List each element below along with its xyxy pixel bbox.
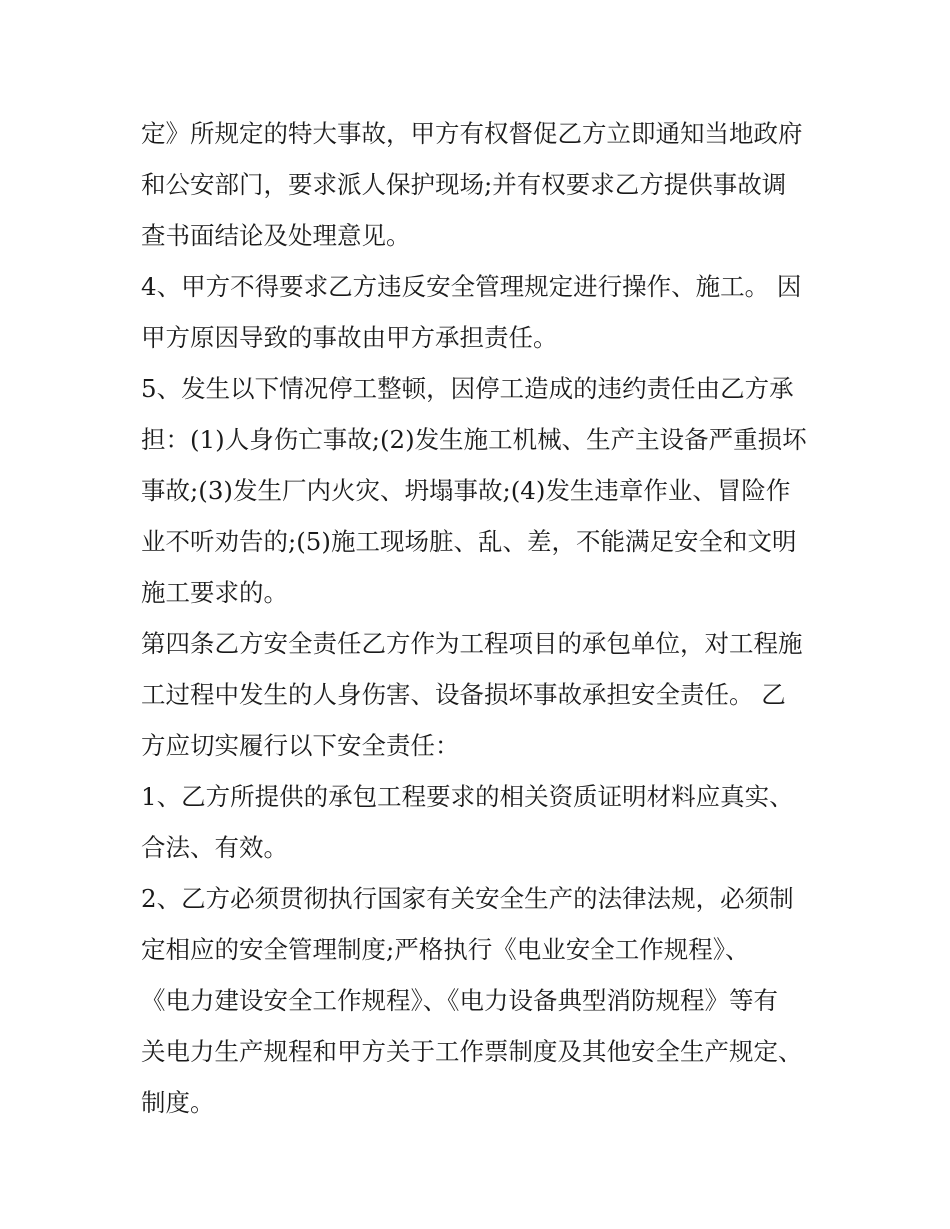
document-body [141,108,821,1128]
text-line: 事故;(3)发生厂内火灾、坍塌事故;(4)发生违章作业、冒险作 [141,476,791,505]
text-line: 方应切实履行以下安全责任： [141,731,460,760]
text-line: 关电力生产规程和甲方关于工作票制度及其他安全生产规定、 [141,1037,803,1066]
text-line: 2、乙方必须贯彻执行国家有关安全生产的法律法规，必须制 [141,884,794,913]
text-line: 担：(1)人身伤亡事故;(2)发生施工机械、生产主设备严重损坏 [141,425,807,454]
text-line: 查书面结论及处理意见。 [141,221,411,250]
text-line: 5、发生以下情况停工整顿，因停工造成的违约责任由乙方承 [141,374,794,403]
text-line: 甲方原因导致的事故由甲方承担责任。 [141,323,558,352]
text-line: 业不听劝告的;(5)施工现场脏、乱、差，不能满足安全和文明 [141,527,797,556]
text-line: 和公安部门，要求派人保护现场;并有权要求乙方提供事故调 [141,170,787,199]
text-line: 4、甲方不得要求乙方违反安全管理规定进行操作、施工。 因 [141,272,802,301]
text-line: 定相应的安全管理制度;严格执行《电业安全工作规程》、 [141,935,750,964]
text-line: 1、乙方所提供的承包工程要求的相关资质证明材料应真实、 [141,782,794,811]
text-line: 第四条乙方安全责任乙方作为工程项目的承包单位，对工程施 [141,629,803,658]
text-line: 工过程中发生的人身伤害、设备损坏事故承担安全责任。 乙 [141,680,786,709]
text-line: 施工要求的。 [141,578,288,607]
text-line: 制度。 [141,1088,215,1117]
text-line: 《电力建设安全工作规程》、《电力设备典型消防规程》等有 [141,986,778,1015]
text-line: 定》所规定的特大事故，甲方有权督促乙方立即通知当地政府 [141,119,803,148]
text-line: 合法、有效。 [141,833,288,862]
